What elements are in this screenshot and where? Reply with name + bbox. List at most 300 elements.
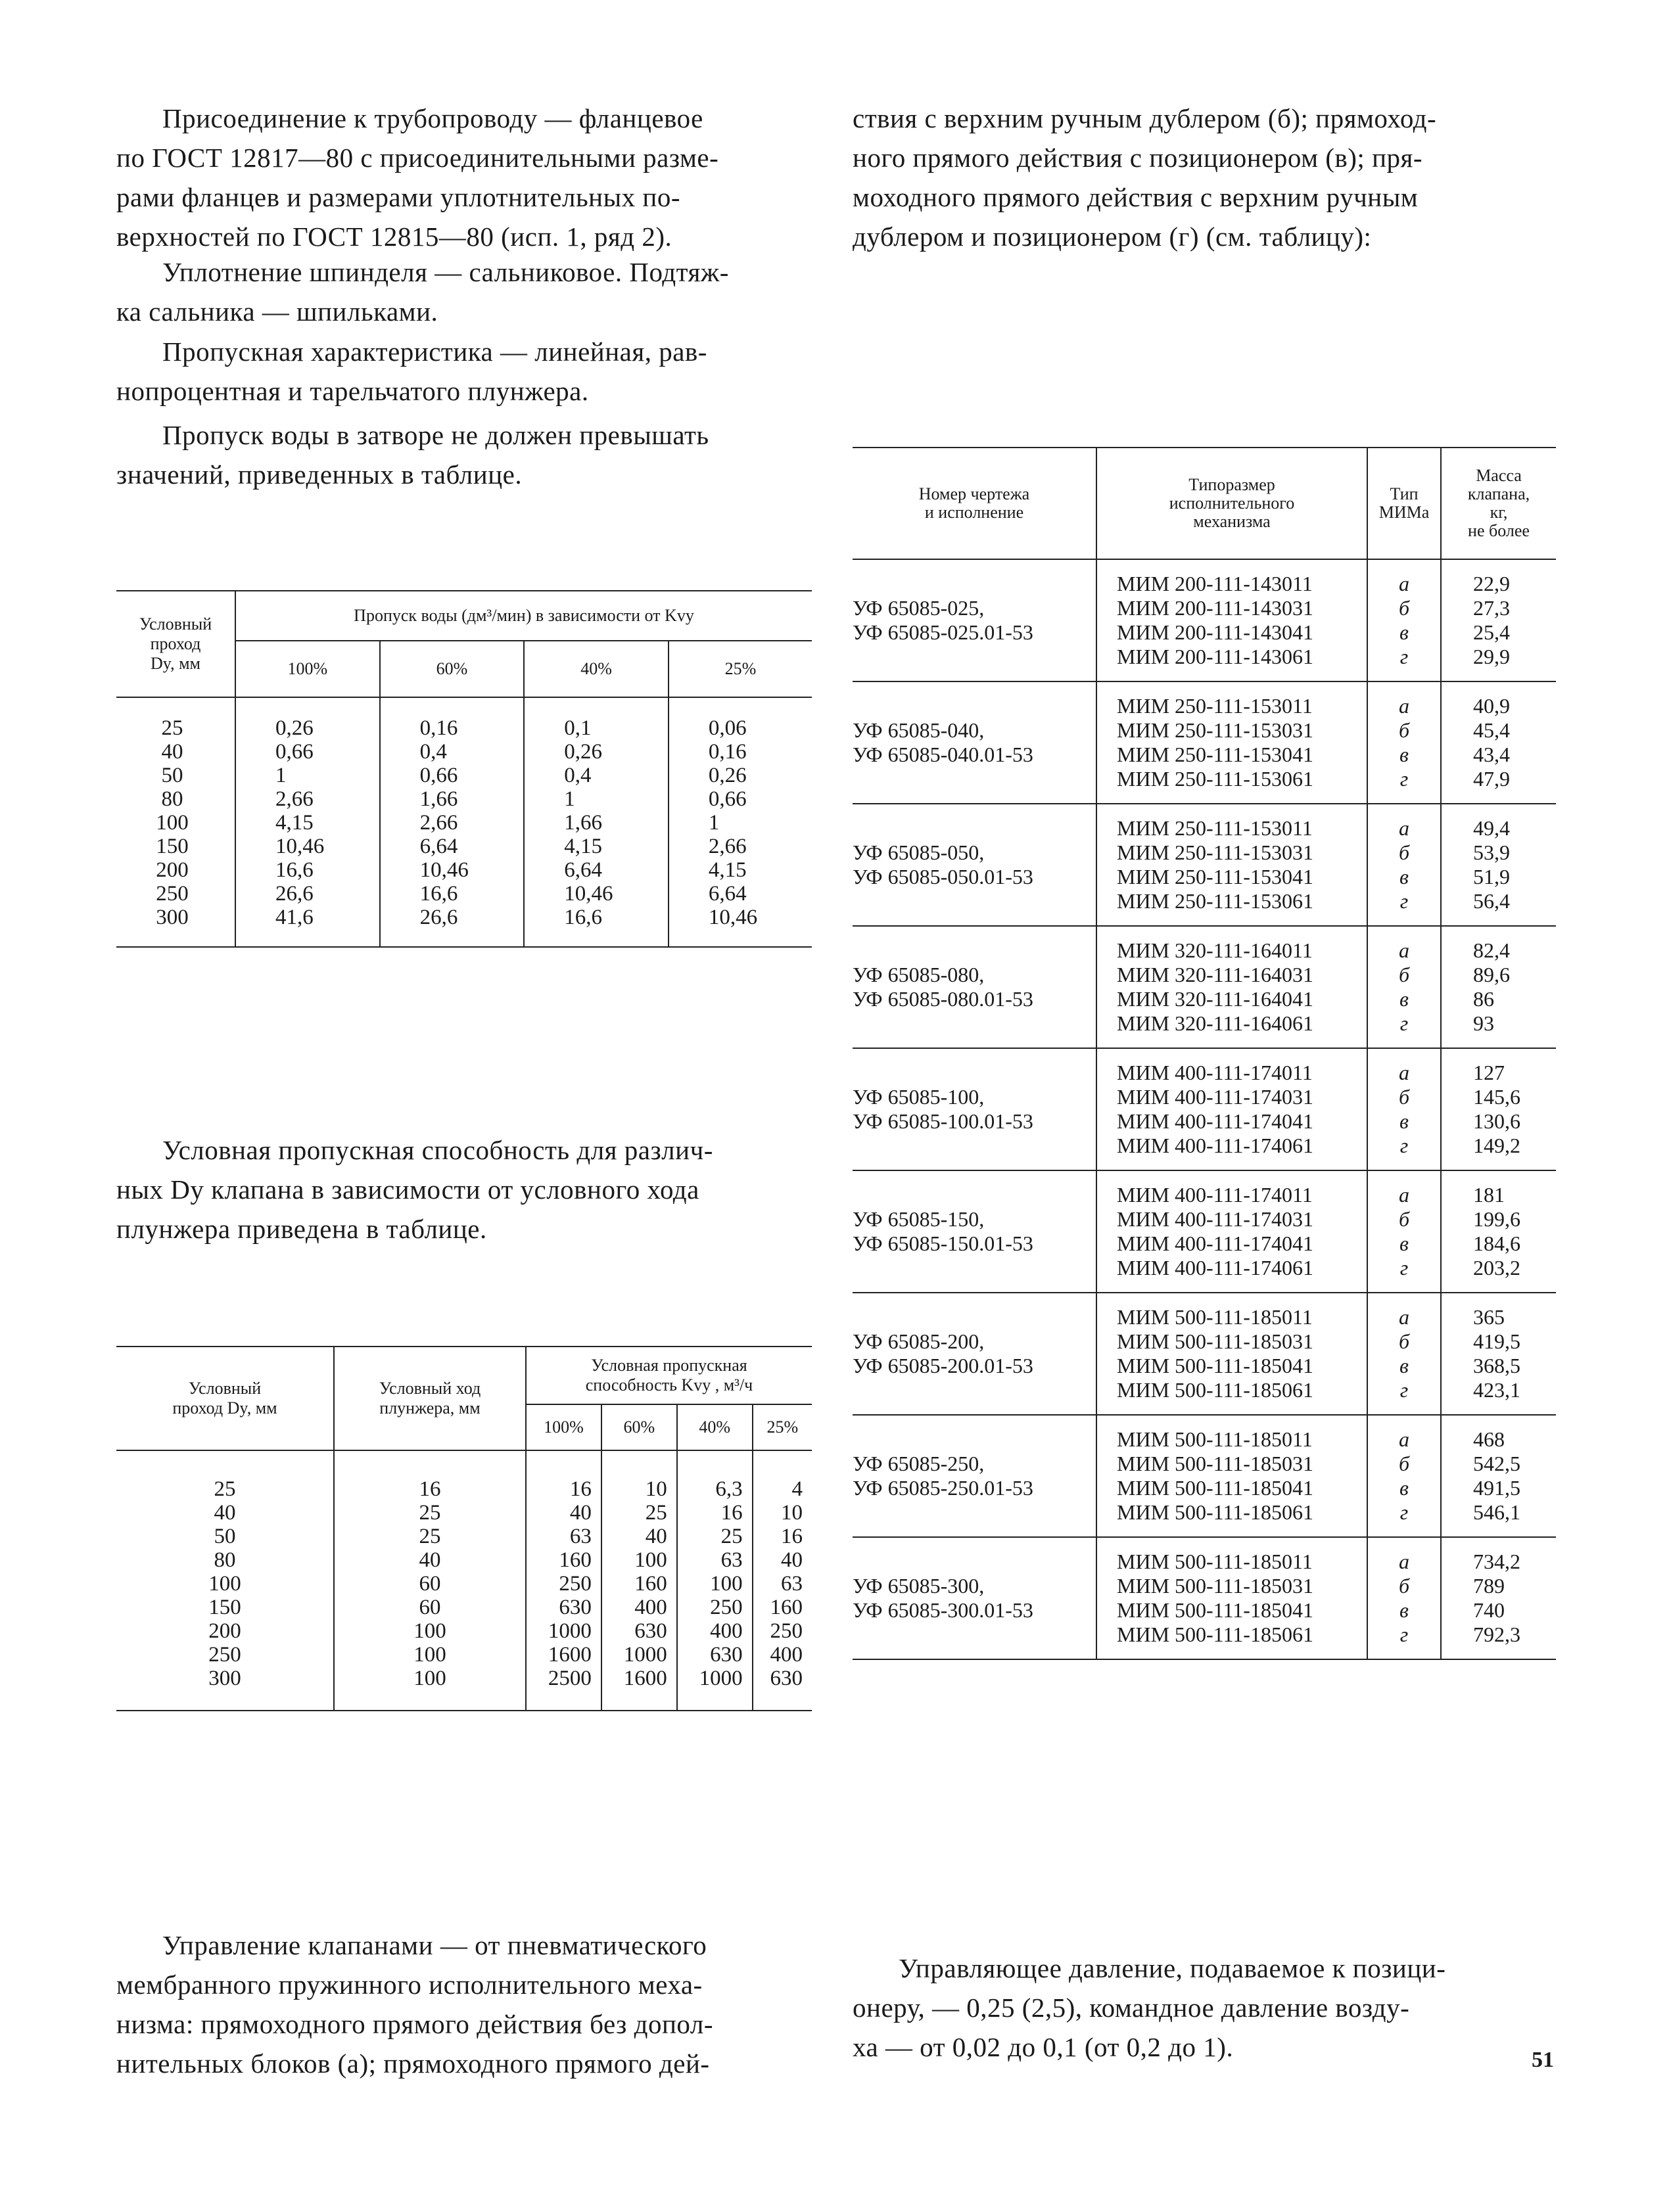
cell-line: УФ 65085-250.01-53 (853, 1476, 1033, 1500)
cell-line: а (1399, 1427, 1409, 1451)
table-cell: 4,15 (524, 835, 669, 858)
table-cell: 160 (526, 1548, 601, 1572)
cell-line: УФ 65085-025.01-53 (853, 620, 1033, 644)
subhead: 40% (524, 641, 669, 697)
subhead: 100% (235, 641, 380, 697)
text-line: Условная пропускная способность для различ- (162, 1135, 713, 1165)
table-cell: 1000 (601, 1643, 677, 1667)
group-head-leak: Пропуск воды (дм³/мин) в зависимости от Kvy (235, 591, 812, 641)
cell-line: 53,9 (1473, 841, 1510, 864)
table-row (116, 764, 812, 787)
table-cell: 50 (161, 764, 183, 787)
table-cell: 40 (601, 1525, 677, 1548)
cell-line: МИМ 400-111-174011 (1117, 1183, 1313, 1207)
cell-line: МИМ 400-111-174061 (1117, 1134, 1313, 1157)
cell-line: б (1398, 1085, 1410, 1109)
cell-line: МИМ 500-111-185061 (1117, 1500, 1313, 1524)
cell-line: МИМ 500-111-185041 (1117, 1598, 1313, 1622)
table-cell (853, 804, 1096, 926)
cell-line: 86 (1473, 987, 1494, 1011)
text-line: ных Dy клапана в зависимости от условного хода (116, 1174, 699, 1205)
table-cell: 100 (334, 1643, 526, 1667)
cell-line: 29,9 (1473, 645, 1510, 668)
cell-line: в (1399, 1476, 1409, 1500)
table-cell (853, 1170, 1096, 1293)
cell-line: УФ 65085-200, (853, 1329, 985, 1353)
table-cell: 0,16 (669, 740, 812, 764)
table-cell: 1 (524, 787, 669, 811)
table-cell: 0,26 (524, 740, 669, 764)
cell-line: УФ 65085-250, (853, 1452, 985, 1475)
table-cell (1441, 559, 1556, 681)
text-line: рами фланцев и размерами уплотнительных по- (116, 182, 680, 212)
cell-line: МИМ 250-111-153011 (1117, 694, 1313, 718)
table-cell: 16 (526, 1450, 601, 1501)
table-cell: 63 (526, 1525, 601, 1548)
text-line: ка сальника — шпильками. (116, 296, 438, 327)
cell-line: в (1399, 1598, 1409, 1622)
para-control (116, 1925, 813, 2083)
cell-line: в (1399, 743, 1409, 766)
table-cell: 630 (526, 1596, 601, 1619)
cell-line: МИМ 500-111-185011 (1117, 1427, 1313, 1451)
cell-line: г (1399, 645, 1409, 668)
cell-line: 740 (1473, 1598, 1505, 1622)
cell-line: МИМ 250-111-153031 (1117, 841, 1313, 864)
table-cell (1367, 681, 1441, 804)
subhead: 60% (380, 641, 525, 697)
table-cell: 40 (214, 1501, 236, 1525)
table-row-group (853, 1537, 1556, 1659)
table-cell (1367, 559, 1441, 681)
cell-line: а (1399, 1183, 1409, 1207)
table-cell: 0,16 (380, 697, 525, 740)
table-row (116, 1572, 812, 1596)
cell-line: 199,6 (1473, 1207, 1520, 1231)
cell-line: МИМ 500-111-185061 (1117, 1378, 1313, 1402)
table-cell: 100 (677, 1572, 753, 1596)
table-row (116, 1501, 812, 1525)
table-cell (1096, 1415, 1367, 1537)
subhead: 60% (601, 1404, 677, 1450)
cell-line: 82,4 (1473, 938, 1510, 962)
para-leak (116, 415, 813, 494)
cell-line: а (1399, 1550, 1409, 1573)
cell-line: УФ 65085-040.01-53 (853, 743, 1033, 766)
table-cell: 25 (601, 1501, 677, 1525)
para-seal (116, 252, 813, 331)
cell-line: МИМ 250-111-153061 (1117, 889, 1313, 913)
cell-line: 130,6 (1473, 1109, 1520, 1133)
cell-line: 181 (1473, 1183, 1505, 1207)
table-cell: 2,66 (669, 835, 812, 858)
table-cell: 16 (677, 1501, 753, 1525)
table-row (116, 811, 812, 835)
cell-line: МИМ 250-111-153041 (1117, 743, 1313, 766)
col-head-drawing: Номер чертежа и исполнение (853, 448, 1096, 559)
table-cell: 40 (161, 740, 183, 764)
cell-line: 27,3 (1473, 596, 1510, 620)
table-cell: 4,15 (235, 811, 380, 835)
cell-line: г (1399, 767, 1409, 791)
cell-line: МИМ 320-111-164041 (1117, 987, 1313, 1011)
table-row (116, 1525, 812, 1548)
table-cell (1096, 1537, 1367, 1659)
cell-line: 45,4 (1473, 718, 1510, 742)
text-line: дублером и позиционером (г) (см. таблицу): (853, 221, 1372, 252)
cell-line: УФ 65085-050.01-53 (853, 865, 1033, 888)
table-cell (1096, 926, 1367, 1048)
table-cell: 200 (208, 1619, 241, 1643)
cell-line: МИМ 500-111-185031 (1117, 1452, 1313, 1475)
water-leak-table-body (116, 697, 812, 947)
col-head-type: Тип МИМа (1367, 448, 1441, 559)
table-cell: 41,6 (235, 906, 380, 947)
cell-line: МИМ 250-111-153011 (1117, 816, 1313, 840)
table-cell: 250 (526, 1572, 601, 1596)
table-cell: 25 (677, 1525, 753, 1548)
table-cell: 10,46 (669, 906, 812, 947)
table-cell: 10,46 (235, 835, 380, 858)
cell-line: МИМ 500-111-185041 (1117, 1476, 1313, 1500)
table-cell: 400 (677, 1619, 753, 1643)
cell-line: 149,2 (1473, 1134, 1520, 1157)
table-cell: 1,66 (380, 787, 525, 811)
table-cell: 630 (601, 1619, 677, 1643)
table-cell (853, 1048, 1096, 1170)
table-cell: 250 (156, 882, 189, 906)
table-cell: 25 (334, 1501, 526, 1525)
table-cell (1096, 1293, 1367, 1415)
text-line: низма: прямоходного прямого действия без допол- (116, 2009, 713, 2039)
table-cell: 80 (214, 1548, 236, 1572)
para-actuator-continued (853, 99, 1556, 256)
cell-line: УФ 65085-150.01-53 (853, 1232, 1033, 1255)
table-row (116, 740, 812, 764)
table-cell: 10,46 (524, 882, 669, 906)
table-cell: 40 (526, 1501, 601, 1525)
table-cell: 160 (601, 1572, 677, 1596)
cell-line: 47,9 (1473, 767, 1510, 791)
cell-line: 25,4 (1473, 620, 1510, 644)
cell-line: г (1399, 1011, 1409, 1035)
table-row (116, 1667, 812, 1711)
page-number: 51 (1532, 2048, 1554, 2072)
text-line: нительных блоков (а); прямоходного прямого дей- (116, 2048, 710, 2079)
col-head-mechanism: Типоразмер исполнительного механизма (1096, 448, 1367, 559)
table-cell: 4,15 (669, 858, 812, 882)
cell-line: УФ 65085-040, (853, 718, 985, 742)
table-cell: 6,64 (524, 858, 669, 882)
table-cell: 2500 (526, 1667, 601, 1711)
cell-line: г (1399, 1378, 1409, 1402)
table-row-group (853, 681, 1556, 804)
cell-line: в (1399, 620, 1409, 644)
table-row (116, 697, 812, 740)
table-cell: 26,6 (380, 906, 525, 947)
text-line: ха — от 0,02 до 0,1 (от 0,2 до 1). (853, 2032, 1234, 2062)
cell-line: 184,6 (1473, 1232, 1520, 1255)
table-cell (1096, 1170, 1367, 1293)
text-line: онеру, — 0,25 (2,5), командное давление возду- (853, 1993, 1410, 2023)
table-cell: 200 (156, 858, 189, 882)
table-cell: 4 (753, 1450, 812, 1501)
table-cell: 1 (235, 764, 380, 787)
table-cell (1441, 926, 1556, 1048)
cell-line: 423,1 (1473, 1378, 1520, 1402)
table-row (116, 1619, 812, 1643)
para-characteristic (116, 332, 813, 411)
cell-line: 51,9 (1473, 865, 1510, 888)
cell-line: 56,4 (1473, 889, 1510, 913)
cell-line: г (1399, 889, 1409, 913)
cell-line: в (1399, 987, 1409, 1011)
cell-line: 127 (1473, 1061, 1505, 1084)
table-cell: 6,64 (669, 882, 812, 906)
cell-line: МИМ 250-111-153031 (1117, 718, 1313, 742)
cell-line: МИМ 200-111-143011 (1117, 572, 1313, 595)
table-cell (853, 1537, 1096, 1659)
table-cell: 0,4 (524, 764, 669, 787)
cell-line: в (1399, 1109, 1409, 1133)
cell-line: МИМ 500-111-185011 (1117, 1550, 1313, 1573)
table-cell: 10 (753, 1501, 812, 1525)
table-cell (853, 1293, 1096, 1415)
cell-line: 203,2 (1473, 1256, 1520, 1279)
table-cell: 63 (753, 1572, 812, 1596)
table-row (116, 787, 812, 811)
table-cell: 630 (753, 1667, 812, 1711)
cell-line: МИМ 400-111-174031 (1117, 1207, 1313, 1231)
cell-line: МИМ 320-111-164031 (1117, 963, 1313, 986)
table-row-group (853, 926, 1556, 1048)
table-row (116, 835, 812, 858)
cell-line: б (1398, 841, 1410, 864)
text-line: Пропускная характеристика — линейная, рав- (162, 336, 707, 367)
table-cell (1096, 559, 1367, 681)
table-cell: 0,26 (235, 697, 380, 740)
col-head-nominal-bore: Условный проход Dy, мм (116, 1347, 334, 1450)
table-cell (1441, 1170, 1556, 1293)
table-cell (1367, 1293, 1441, 1415)
table-cell: 40 (753, 1548, 812, 1572)
text-line: ного прямого действия с позиционером (в); пря- (853, 143, 1423, 173)
cell-line: МИМ 200-111-143061 (1117, 645, 1313, 668)
cell-line: а (1399, 816, 1409, 840)
table-cell (1367, 1170, 1441, 1293)
cell-line: а (1399, 572, 1409, 595)
table-cell: 630 (677, 1643, 753, 1667)
cell-line: МИМ 320-111-164011 (1117, 938, 1313, 962)
table-cell: 10 (601, 1450, 677, 1501)
table-cell (853, 681, 1096, 804)
table-cell: 150 (156, 835, 189, 858)
table-cell: 250 (753, 1619, 812, 1643)
mass-table (853, 447, 1556, 1660)
table-cell: 1000 (677, 1667, 753, 1711)
table-row-group (853, 804, 1556, 926)
table-cell: 50 (214, 1525, 236, 1548)
cell-line: б (1398, 1329, 1410, 1353)
cell-line: МИМ 400-111-174041 (1117, 1232, 1313, 1255)
cell-line: г (1399, 1256, 1409, 1279)
table-cell: 2,66 (235, 787, 380, 811)
cell-line: 734,2 (1473, 1550, 1520, 1573)
table-cell: 0,06 (669, 697, 812, 740)
cell-line: МИМ 200-111-143041 (1117, 620, 1313, 644)
cell-line: б (1398, 1574, 1410, 1598)
table-cell: 25 (161, 716, 183, 740)
table-cell: 26,6 (235, 882, 380, 906)
cell-line: УФ 65085-025, (853, 596, 985, 620)
table-cell (1096, 681, 1367, 804)
col-head-mass: Масса клапана, кг, не более (1441, 448, 1556, 559)
table-cell: 100 (334, 1667, 526, 1711)
cell-line: 43,4 (1473, 743, 1510, 766)
text-line: значений, приведенных в таблице. (116, 459, 523, 490)
table-cell: 2,66 (380, 811, 525, 835)
table-row-group (853, 1293, 1556, 1415)
table-cell: 300 (156, 906, 189, 929)
para-pressure (853, 1948, 1556, 2067)
cell-line: МИМ 500-111-185041 (1117, 1354, 1313, 1377)
text-line: Управляющее давление, подаваемое к позици- (899, 1953, 1446, 1983)
subhead: 25% (753, 1404, 812, 1450)
table-cell: 1 (669, 811, 812, 835)
table-cell: 80 (161, 787, 183, 811)
capacity-table (116, 1346, 812, 1711)
table-cell (1441, 1537, 1556, 1659)
text-line: моходного прямого действия с верхним ручным (853, 182, 1419, 212)
table-cell: 1600 (526, 1643, 601, 1667)
cell-line: МИМ 500-111-185061 (1117, 1623, 1313, 1646)
text-line: верхностей по ГОСТ 12815—80 (исп. 1, ряд 2). (116, 221, 672, 252)
cell-line: 419,5 (1473, 1329, 1520, 1353)
cell-line: б (1398, 596, 1410, 620)
table-cell: 100 (601, 1548, 677, 1572)
cell-line: 546,1 (1473, 1500, 1520, 1524)
table-cell (1367, 1415, 1441, 1537)
cell-line: 491,5 (1473, 1476, 1520, 1500)
table-cell: 150 (208, 1596, 241, 1619)
cell-line: МИМ 400-111-174031 (1117, 1085, 1313, 1109)
cell-line: МИМ 320-111-164061 (1117, 1011, 1313, 1035)
cell-line: б (1398, 963, 1410, 986)
table-row (116, 1596, 812, 1619)
table-cell: 6,3 (677, 1450, 753, 1501)
table-cell: 16,6 (235, 858, 380, 882)
cell-line: МИМ 400-111-174061 (1117, 1256, 1313, 1279)
cell-line: УФ 65085-300.01-53 (853, 1598, 1033, 1622)
table-cell: 40 (334, 1548, 526, 1572)
cell-line: 468 (1473, 1427, 1505, 1451)
cell-line: МИМ 250-111-153061 (1117, 767, 1313, 791)
table-cell: 16,6 (380, 882, 525, 906)
cell-line: МИМ 250-111-153041 (1117, 865, 1313, 888)
table-row (116, 858, 812, 882)
text-line: по ГОСТ 12817—80 с присоединительными разме- (116, 143, 719, 173)
cell-line: б (1398, 1452, 1410, 1475)
text-line: мембранного пружинного исполнительного меха- (116, 1970, 703, 2000)
table-row-group (853, 1170, 1556, 1293)
table-cell: 100 (156, 811, 189, 835)
table-cell: 10,46 (380, 858, 525, 882)
table-cell: 250 (677, 1596, 753, 1619)
table-cell: 160 (753, 1596, 812, 1619)
text-line: Управление клапанами — от пневматического (162, 1930, 707, 1960)
table-cell: 25 (334, 1525, 526, 1548)
table-cell (1441, 1048, 1556, 1170)
table-row (116, 882, 812, 906)
table-cell (1441, 1415, 1556, 1537)
cell-line: г (1399, 1623, 1409, 1646)
subhead: 25% (669, 641, 812, 697)
text-line: Присоединение к трубопроводу — фланцевое (162, 103, 703, 133)
table-cell: 250 (208, 1643, 241, 1667)
group-head-capacity: Условная пропускная способность Kvy , м³/ч (526, 1347, 812, 1404)
cell-line: в (1399, 1354, 1409, 1377)
cell-line: МИМ 400-111-174041 (1117, 1109, 1313, 1133)
text-line: нопроцентная и тарельчатого плунжера. (116, 376, 589, 406)
cell-line: МИМ 400-111-174011 (1117, 1061, 1313, 1084)
text-line: плунжера приведена в таблице. (116, 1214, 487, 1244)
cell-line: 145,6 (1473, 1085, 1520, 1109)
table-cell (1096, 804, 1367, 926)
cell-line: а (1399, 1061, 1409, 1084)
cell-line: г (1399, 1134, 1409, 1157)
table-cell (853, 926, 1096, 1048)
cell-line: 49,4 (1473, 816, 1510, 840)
cell-line: УФ 65085-080.01-53 (853, 987, 1033, 1011)
table-cell: 100 (208, 1572, 241, 1596)
cell-line: МИМ 500-111-185011 (1117, 1305, 1313, 1329)
cell-line: 89,6 (1473, 963, 1510, 986)
table-cell (1367, 804, 1441, 926)
cell-line: в (1399, 1232, 1409, 1255)
cell-line: а (1399, 1305, 1409, 1329)
cell-line: в (1399, 865, 1409, 888)
cell-line: 789 (1473, 1574, 1505, 1598)
table-cell: 25 (214, 1477, 236, 1501)
text-line: ствия с верхним ручным дублером (б); прямоход- (853, 103, 1437, 133)
cell-line: УФ 65085-050, (853, 841, 985, 864)
cell-line: МИМ 500-111-185031 (1117, 1329, 1313, 1353)
table-row (116, 1643, 812, 1667)
cell-line: г (1399, 1500, 1409, 1524)
text-line: Пропуск воды в затворе не должен превышать (162, 420, 709, 450)
water-leak-table (116, 590, 812, 948)
table-cell: 0,66 (380, 764, 525, 787)
table-cell: 63 (677, 1548, 753, 1572)
table-row-group (853, 559, 1556, 681)
cell-line: УФ 65085-300, (853, 1574, 985, 1598)
table-cell: 1600 (601, 1667, 677, 1711)
table-cell: 0,1 (524, 697, 669, 740)
cell-line: б (1398, 1207, 1410, 1231)
table-cell: 1,66 (524, 811, 669, 835)
table-cell (1367, 1048, 1441, 1170)
cell-line: 22,9 (1473, 572, 1510, 595)
cell-line: УФ 65085-100, (853, 1085, 985, 1109)
cell-line: УФ 65085-080, (853, 963, 985, 986)
col-head-nominal-bore: Условный проход Dy, мм (116, 591, 235, 697)
cell-line: 40,9 (1473, 694, 1510, 718)
table-cell (1441, 1293, 1556, 1415)
cell-line: 368,5 (1473, 1354, 1520, 1377)
table-cell (1441, 681, 1556, 804)
table-cell: 1000 (526, 1619, 601, 1643)
table-cell: 400 (601, 1596, 677, 1619)
